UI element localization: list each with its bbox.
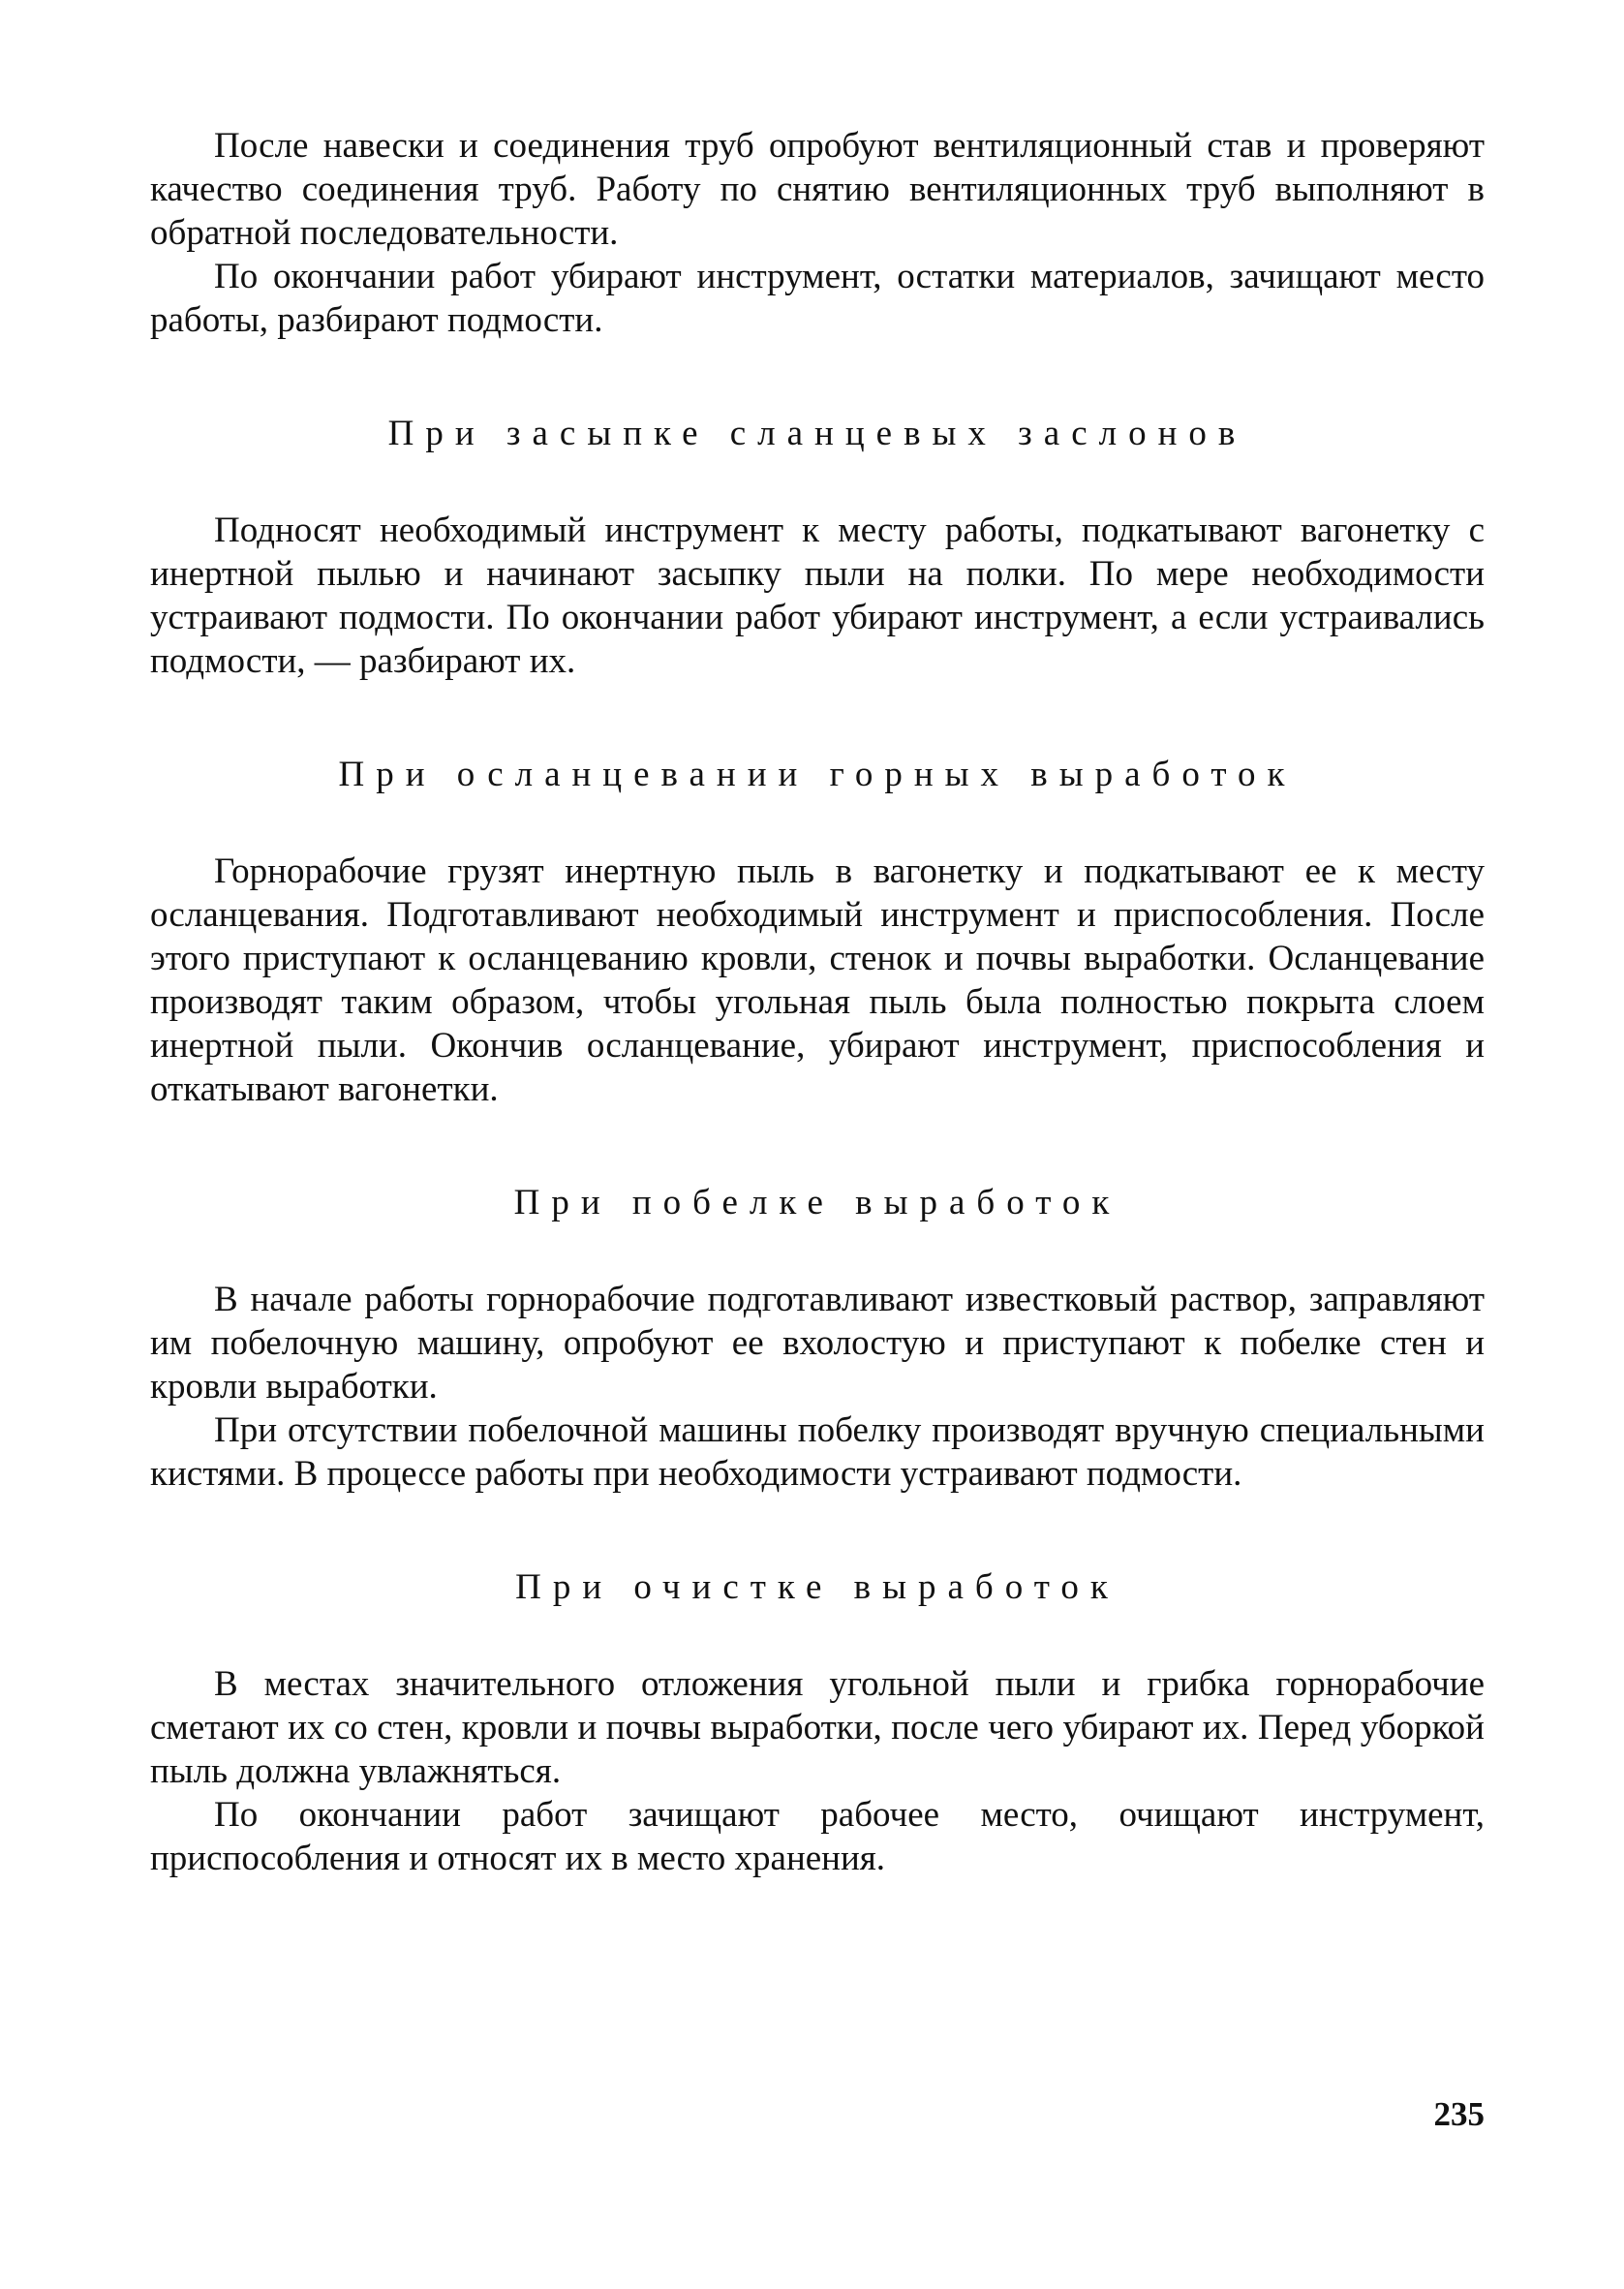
paragraph: В начале работы горнорабочие подготавливают известковый раствор, заправляют им побелочную машину, опробуют ее вхолостую и приступают к побелке стен и кровли выработки. [150,1280,1485,1407]
page-number: 235 [1433,2095,1485,2133]
paragraph: Горнорабочие грузят инертную пыль в вагонетку и подкатывают ее к месту осланцевания. Подготавливают необходимый инструмент и приспособления. После этого приступают к осланцеванию кровли, стенок и почвы выработки. Осланцевание производят таким образом, чтобы угольная пыль была полностью покрыта слоем инертной пыли. Окончив осланцевание, убирают инструмент, приспособления и откатывают вагонетки. [150,851,1485,1109]
spacer [150,1609,1485,1662]
paragraph: В местах значительного отложения угольной пыли и грибка горнорабочие сметают их со стен, кровли и почвы выработки, после чего убирают их. Перед уборкой пыль должна увлажняться. [150,1664,1485,1791]
section-heading: При побелке выработок [513,1183,1121,1222]
paragraph: После навески и соединения труб опробуют вентиляционный став и проверяют качество соединения труб. Работу по снятию вентиляционных труб выполняют в обратной последовательности. [150,126,1485,253]
paragraph: По окончании работ зачищают рабочее место, очищают инструмент, приспособления и относят их в место хранения. [150,1795,1485,1878]
spacer [150,1111,1485,1181]
spacer [150,796,1485,850]
page-body [150,124,1485,1880]
spacer [150,455,1485,509]
spacer [150,683,1485,753]
section-heading: При очистке выработок [515,1567,1119,1607]
paragraph: Подносят необходимый инструмент к месту работы, подкатывают вагонетку с инертной пылью и начинают засыпку пыли на полки. По мере необходимости устраивают подмости. По окончании работ убирают инструмент, а если устраивались подмости, — разбирают их. [150,510,1485,681]
section-heading: При засыпке сланцевых заслонов [387,414,1247,453]
section-heading: При осланцевании горных выработок [338,755,1297,794]
spacer [150,1224,1485,1278]
spacer [150,342,1485,412]
paragraph: По окончании работ убирают инструмент, остатки материалов, зачищают место работы, разбирают подмости. [150,257,1485,340]
paragraph: При отсутствии побелочной машины побелку производят вручную специальными кистями. В процессе работы при необходимости устраивают подмости. [150,1410,1485,1494]
spacer [150,1496,1485,1565]
